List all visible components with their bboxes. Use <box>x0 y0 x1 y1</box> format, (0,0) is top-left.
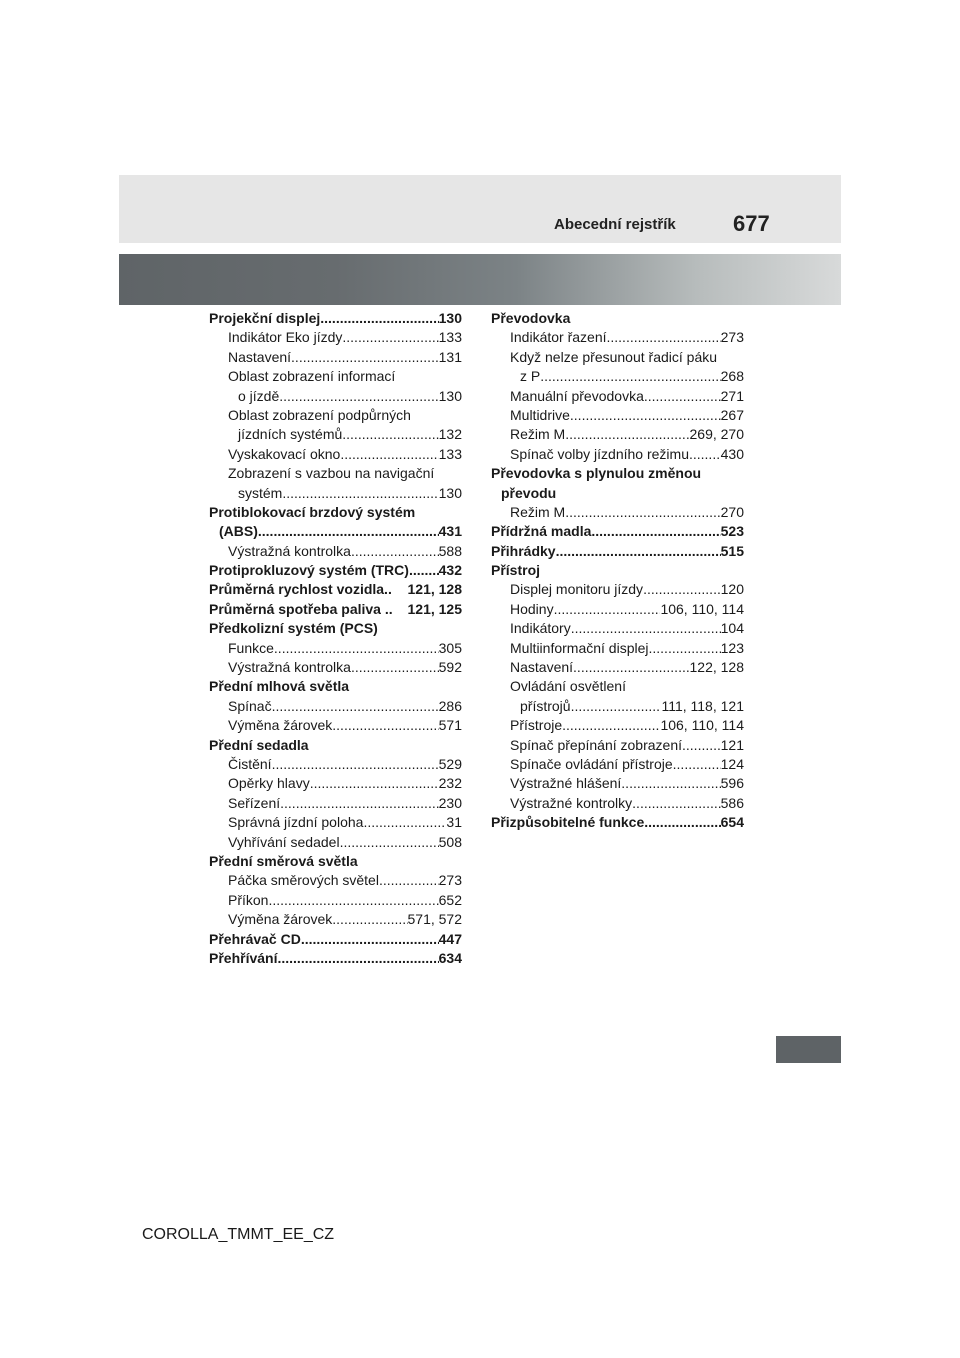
index-entry-term: Výměna žárovek <box>228 911 333 928</box>
leader-dots <box>320 309 438 328</box>
index-entry <box>209 813 462 832</box>
leader-dots <box>258 522 439 541</box>
index-entry-term: Opěrky hlavy <box>228 775 310 792</box>
leader-dots <box>644 387 721 406</box>
index-entry-page: 106, 110, 114 <box>660 600 744 617</box>
index-entry <box>209 774 462 793</box>
index-entry-term: Přední směrová světla <box>209 852 358 869</box>
index-entry-page: 106, 110, 114 <box>660 717 744 734</box>
index-entry-page: 596 <box>720 775 744 792</box>
index-entry-term: Spínač přepínání zobrazení <box>510 736 683 753</box>
thumb-index-tab <box>776 1036 841 1063</box>
leader-dots <box>554 600 661 619</box>
index-entry <box>491 464 744 483</box>
index-entry <box>209 600 462 619</box>
index-entry-page: 432 <box>438 562 462 579</box>
index-entry-page: 121, 128 <box>407 581 462 598</box>
index-entry-page: 571, 572 <box>407 911 462 928</box>
index-entry-term: z P <box>520 368 541 385</box>
index-entry <box>209 658 462 677</box>
leader-dots <box>643 580 721 599</box>
leader-dots <box>332 716 438 735</box>
index-entry <box>491 736 744 755</box>
index-entry-term: přístrojů <box>520 697 571 714</box>
index-entry <box>209 677 462 696</box>
leader-dots <box>332 910 407 929</box>
index-entry-page: 230 <box>438 794 462 811</box>
leader-dots <box>277 949 438 968</box>
index-entry <box>209 309 462 328</box>
leader-dots <box>340 833 439 852</box>
index-entry-term: Indikátory <box>510 620 571 637</box>
index-entry-term: Projekční displej <box>209 310 321 326</box>
index-entry <box>491 600 744 619</box>
leader-dots <box>280 794 439 813</box>
index-entry-term: Zobrazení s vazbou na navigační <box>228 465 435 482</box>
index-entry-page: 508 <box>438 833 462 850</box>
leader-dots <box>571 697 662 716</box>
index-entry-term: Výměna žárovek <box>228 717 333 734</box>
leader-dots <box>379 871 439 890</box>
index-entry <box>491 755 744 774</box>
index-entry-page: 652 <box>438 891 462 908</box>
leader-dots <box>272 755 439 774</box>
index-entry <box>209 619 462 638</box>
index-entry <box>209 891 462 910</box>
index-entry <box>209 464 462 483</box>
leader-dots <box>565 425 689 444</box>
index-entry <box>491 677 744 696</box>
index-entry <box>209 484 462 503</box>
index-entry-term: Čistění <box>228 755 272 772</box>
index-entry <box>491 503 744 522</box>
leader-dots <box>607 328 721 347</box>
index-entry <box>491 813 744 832</box>
index-entry-page: 111, 118, 121 <box>661 697 744 714</box>
leader-dots <box>571 619 721 638</box>
index-entry <box>209 910 462 929</box>
leader-dots <box>301 930 439 949</box>
index-entry-term: Protiprokluzový systém (TRC) <box>209 562 409 579</box>
index-entry-term: Oblast zobrazení informací <box>228 368 396 385</box>
leader-dots <box>274 639 439 658</box>
section-title: Abecední rejstřík <box>554 216 676 233</box>
index-entry-page: 592 <box>438 659 462 676</box>
index-entry-term: Příkon <box>228 891 269 908</box>
index-entry <box>491 522 744 541</box>
index-entry <box>491 406 744 425</box>
index-entry <box>209 852 462 871</box>
index-entry <box>209 367 462 386</box>
index-entry-term: Převodovka <box>491 310 571 326</box>
index-entry-term: Přední sedadla <box>209 736 309 753</box>
index-entry <box>209 736 462 755</box>
decorative-gradient-band <box>119 254 841 305</box>
index-entry <box>491 484 744 503</box>
index-entry-page: 586 <box>720 794 744 811</box>
index-entry-page: 120 <box>720 581 744 598</box>
index-entry-term: systém <box>238 484 283 501</box>
index-entry-term: Spínače ovládání přístroje <box>510 755 673 772</box>
index-entry-term: Režim M <box>510 426 566 443</box>
index-entry-term: Přizpůsobitelné funkce <box>491 814 645 831</box>
index-entry-page: 121 <box>720 736 744 753</box>
index-entry-term: Režim M <box>510 503 566 520</box>
index-entry-term: Vyhřívání sedadel <box>228 833 340 850</box>
index-entry-page: 269, 270 <box>689 426 744 443</box>
index-entry <box>209 425 462 444</box>
index-entry-term: Nastavení <box>228 348 292 365</box>
index-entry <box>209 561 462 580</box>
index-entry-term: Průměrná rychlost vozidla.. <box>209 581 392 598</box>
index-entry-page: 273 <box>438 872 462 889</box>
index-entry-page: 430 <box>720 445 744 462</box>
index-column-right <box>491 309 744 833</box>
index-entry <box>491 387 744 406</box>
index-entry <box>209 833 462 852</box>
index-entry <box>209 387 462 406</box>
leader-dots <box>540 367 720 386</box>
index-entry-term: Spínač <box>228 697 272 714</box>
index-entry-page: 123 <box>720 639 744 656</box>
leader-dots <box>632 794 720 813</box>
index-entry-term: Přehřívání <box>209 949 278 966</box>
document-code: COROLLA_TMMT_EE_CZ <box>142 1226 335 1243</box>
index-entry-page: 523 <box>720 523 744 540</box>
index-entry-term: Indikátor Eko jízdy <box>228 329 343 346</box>
index-entry <box>491 716 744 735</box>
index-entry-page: 130 <box>438 310 462 326</box>
leader-dots <box>644 813 720 832</box>
index-entry-term: Průměrná spotřeba paliva .. <box>209 600 393 617</box>
leader-dots <box>556 542 721 561</box>
index-entry <box>491 425 744 444</box>
leader-dots <box>342 425 438 444</box>
index-entry-term: Když nelze přesunout řadicí páku <box>510 348 718 365</box>
index-entry <box>491 658 744 677</box>
index-entry-page: 305 <box>438 639 462 656</box>
index-entry-term: Přístroje <box>510 717 563 734</box>
index-entry-term: Seřízení <box>228 794 281 811</box>
index-entry <box>491 619 744 638</box>
index-entry-term: jízdních systémů <box>238 426 343 443</box>
index-entry-term: Indikátor řazení <box>510 329 607 346</box>
index-entry <box>209 445 462 464</box>
index-entry-page: 273 <box>720 329 744 346</box>
index-entry-term: Ovládání osvětlení <box>510 678 626 695</box>
index-entry <box>491 561 744 580</box>
index-entry <box>491 774 744 793</box>
index-entry <box>491 367 744 386</box>
leader-dots <box>342 328 438 347</box>
index-entry-page: 268 <box>720 368 744 385</box>
index-entry-term: převodu <box>501 484 557 501</box>
leader-dots <box>591 522 720 541</box>
leader-dots <box>570 406 721 425</box>
index-entry-term: Nastavení <box>510 659 574 676</box>
index-entry-term: Funkce <box>228 639 274 656</box>
index-entry <box>209 522 462 541</box>
index-entry-term: Přístroj <box>491 562 541 579</box>
index-entry-page: 634 <box>438 949 462 966</box>
index-entry-term: Vyskakovací okno <box>228 445 341 462</box>
leader-dots <box>279 387 438 406</box>
index-entry <box>209 406 462 425</box>
index-entry-page: 131 <box>438 348 462 365</box>
leader-dots <box>621 774 720 793</box>
leader-dots <box>689 445 721 464</box>
index-entry <box>491 794 744 813</box>
index-entry-term: Multidrive <box>510 406 570 423</box>
leader-dots <box>340 445 438 464</box>
index-entry-term: Oblast zobrazení podpůrných <box>228 406 411 423</box>
leader-dots <box>573 658 689 677</box>
index-entry <box>209 580 462 599</box>
index-entry-page: 104 <box>720 620 744 637</box>
index-entry-term: Protiblokovací brzdový systém <box>209 503 416 520</box>
index-entry-page: 124 <box>720 755 744 772</box>
index-entry-term: Předkolizní systém (PCS) <box>209 620 378 637</box>
index-entry <box>209 542 462 561</box>
leader-dots <box>351 658 439 677</box>
leader-dots <box>562 716 660 735</box>
index-entry-term: Převodovka s plynulou změnou <box>491 465 702 482</box>
index-entry <box>491 542 744 561</box>
index-entry <box>209 930 462 949</box>
index-entry-term: Multiinformační displej <box>510 639 649 656</box>
index-entry-page: 132 <box>438 426 462 443</box>
index-entry-page: 447 <box>438 930 462 947</box>
index-entry-term: Výstražná kontrolka <box>228 542 351 559</box>
index-entry-page: 267 <box>720 406 744 423</box>
index-entry <box>491 328 744 347</box>
leader-dots <box>291 348 439 367</box>
index-entry-page: 286 <box>438 697 462 714</box>
index-entry <box>209 503 462 522</box>
index-entry <box>209 639 462 658</box>
index-entry-page: 130 <box>438 484 462 501</box>
index-entry-term: (ABS) <box>219 523 258 540</box>
leader-dots <box>673 755 721 774</box>
index-entry <box>209 755 462 774</box>
index-entry-term: o jízdě <box>238 387 280 404</box>
index-entry-term: Výstražné kontrolky <box>510 794 633 811</box>
index-column-left <box>209 309 462 968</box>
index-entry-page: 271 <box>720 387 744 404</box>
index-entry <box>209 328 462 347</box>
leader-dots <box>351 542 439 561</box>
index-entry <box>491 309 744 328</box>
leader-dots <box>649 639 721 658</box>
leader-dots <box>409 561 439 580</box>
index-entry <box>209 794 462 813</box>
index-entry-term: Displej monitoru jízdy <box>510 581 644 598</box>
index-entry-page: 133 <box>438 329 462 346</box>
index-entry <box>491 348 744 367</box>
index-entry-page: 431 <box>438 523 462 540</box>
index-entry-term: Spínač volby jízdního režimu <box>510 445 689 462</box>
index-entry <box>209 697 462 716</box>
index-entry <box>491 697 744 716</box>
index-entry-page: 270 <box>720 503 744 520</box>
index-entry <box>209 348 462 367</box>
index-entry-page: 654 <box>720 814 744 831</box>
index-entry-term: Výstražná kontrolka <box>228 659 351 676</box>
index-entry-page: 31 <box>446 814 462 831</box>
index-entry-term: Hodiny <box>510 600 554 617</box>
index-entry-term: Přihrádky <box>491 542 556 559</box>
index-entry <box>491 639 744 658</box>
index-entry <box>209 949 462 968</box>
leader-dots <box>682 736 721 755</box>
leader-dots <box>282 484 438 503</box>
index-entry-page: 515 <box>720 542 744 559</box>
index-entry-term: Správná jízdní poloha <box>228 814 364 831</box>
leader-dots <box>272 697 439 716</box>
index-entry-page: 130 <box>438 387 462 404</box>
index-entry <box>209 871 462 890</box>
index-entry-term: Výstražné hlášení <box>510 775 622 792</box>
index-entry-page: 232 <box>438 775 462 792</box>
index-entry-page: 529 <box>438 755 462 772</box>
index-entry-term: Manuální převodovka <box>510 387 644 404</box>
leader-dots <box>565 503 720 522</box>
index-entry-term: Přídržná madla <box>491 523 592 540</box>
leader-dots <box>363 813 446 832</box>
leader-dots <box>268 891 438 910</box>
index-entry-page: 122, 128 <box>689 659 744 676</box>
index-entry <box>491 445 744 464</box>
leader-dots <box>310 774 439 793</box>
index-entry-page: 133 <box>438 445 462 462</box>
index-entry-term: Přehrávač CD <box>209 930 301 947</box>
index-entry-page: 571 <box>438 717 462 734</box>
index-entry-page: 121, 125 <box>407 600 462 617</box>
index-entry <box>491 580 744 599</box>
index-entry-term: Páčka směrových světel <box>228 872 379 889</box>
index-entry <box>209 716 462 735</box>
index-entry-page: 588 <box>438 542 462 559</box>
page-number: 677 <box>733 211 770 236</box>
index-entry-term: Přední mlhová světla <box>209 678 350 695</box>
